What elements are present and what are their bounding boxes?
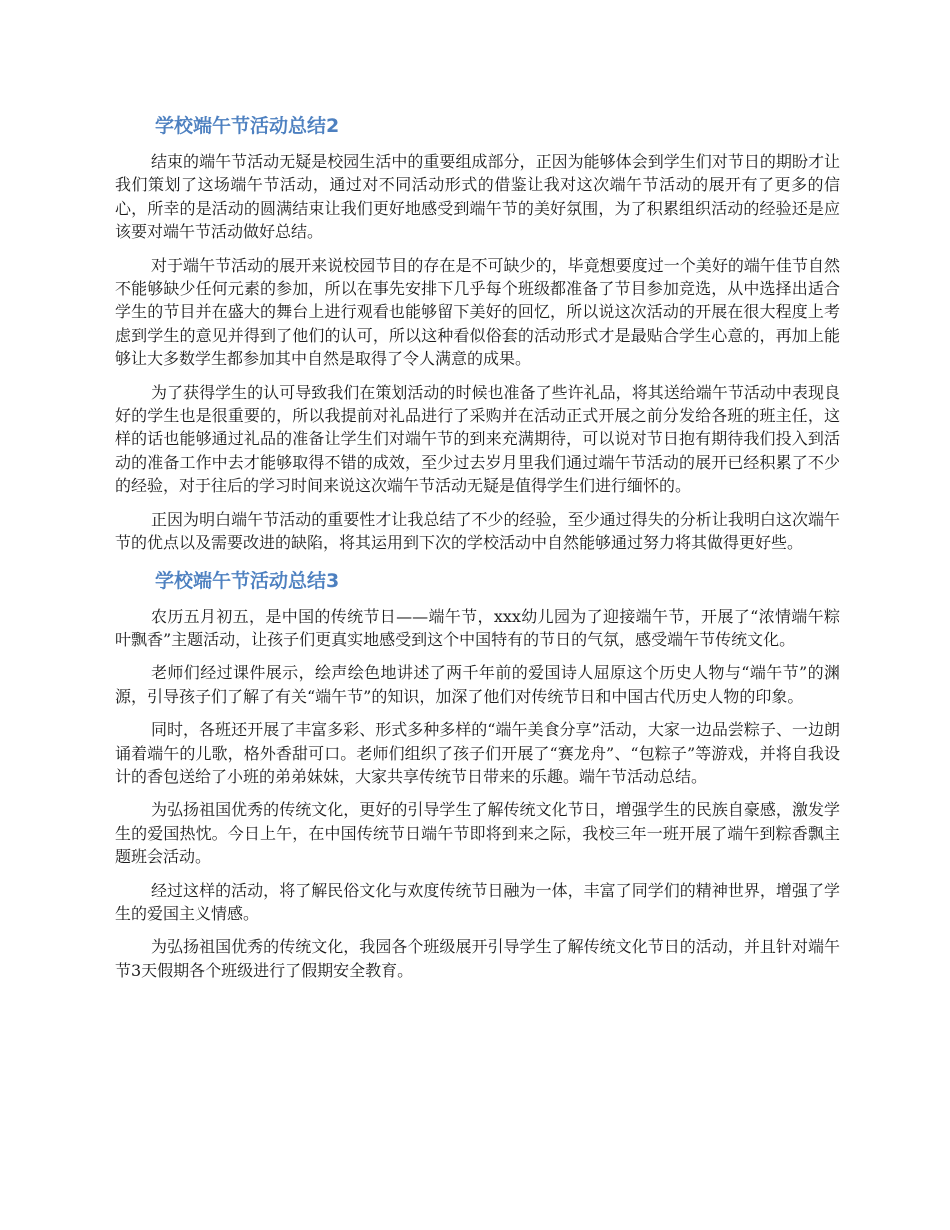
section-title-3: 学校端午节活动总结3 [155, 569, 340, 592]
paragraph: 同时，各班还开展了丰富多彩、形式多种多样的“端午美食分享”活动，大家一边品尝粽子、一边朗诵着端午的儿歌，格外香甜可口。老师们组织了孩子们开展了“赛龙舟”、“包粽子”等游戏，并将自我设计的香包送给了小班的弟弟妹妹，大家共享传统节日带来的乐趣。端午节活动总结。 [115, 720, 840, 786]
paragraph: 结束的端午节活动无疑是校园生活中的重要组成部分，正因为能够体会到学生们对节日的期盼才让我们策划了这场端午节活动，通过对不同活动形式的借鉴让我对这次端午节活动的展开有了更多的信心，所幸的是活动的圆满结束让我们更好地感受到端午节的美好氛围，为了积累组织活动的经验还是应该要对端午节活动做好总结。 [115, 152, 840, 242]
document-body [115, 110, 840, 992]
paragraph: 农历五月初五，是中国的传统节日——端午节，xxx幼儿园为了迎接端午节，开展了“浓情端午粽叶飘香”主题活动，让孩子们更真实地感受到这个中国特有的节日的气氛，感受端午节传统文化。 [115, 606, 840, 649]
paragraph: 为了获得学生的认可导致我们在策划活动的时候也准备了些许礼品，将其送给端午节活动中表现良好的学生也是很重要的，所以我提前对礼品进行了采购并在活动正式开展之前分发给各班的班主任，这样的话也能够通过礼品的准备让学生们对端午节的到来充满期待，可以说对节日抱有期待我们投入到活动的准备工作中去才能够取得不错的成效，至少过去岁月里我们通过端午节活动的展开已经积累了不少的经验，对于往后的学习时间来说这次端午节活动无疑是值得学生们进行缅怀的。 [115, 382, 840, 496]
paragraph: 为弘扬祖国优秀的传统文化，我园各个班级展开引导学生了解传统文化节日的活动，并且针对端午节3天假期各个班级进行了假期安全教育。 [115, 937, 840, 980]
section-title-2: 学校端午节活动总结2 [155, 115, 340, 137]
paragraph: 为弘扬祖国优秀的传统文化，更好的引导学生了解传统文化节日，增强学生的民族自豪感，激发学生的爱国热忱。今日上午，在中国传统节日端午节即将到来之际，我校三年一班开展了端午到粽香飘主题班会活动。 [115, 800, 840, 867]
paragraph: 对于端午节活动的展开来说校园节目的存在是不可缺少的，毕竟想要度过一个美好的端午佳节自然不能够缺少任何元素的参加，所以在事先安排下几乎每个班级都准备了节目参加竞选，从中选择出适合学生的节目并在盛大的舞台上进行观看也能够留下美好的回忆，所以说这次活动的开展在很大程度上考虑到学生的意见并得到了他们的认可，所以这种看似俗套的活动形式才是最贴合学生心意的，再加上能够让大多数学生都参加其中自然是取得了令人满意的成果。 [115, 255, 840, 369]
paragraph: 经过这样的活动，将了解民俗文化与欢度传统节日融为一体，丰富了同学们的精神世界，增强了学生的爱国主义情感。 [115, 880, 840, 923]
paragraph: 老师们经过课件展示，绘声绘色地讲述了两千年前的爱国诗人屈原这个历史人物与“端午节”的渊源，引导孩子们了解了有关“端午节”的知识，加深了他们对传统节日和中国古代历史人物的印象。 [115, 663, 840, 706]
paragraph: 正因为明白端午节活动的重要性才让我总结了不少的经验，至少通过得失的分析让我明白这次端午节的优点以及需要改进的缺陷，将其运用到下次的学校活动中自然能够通过努力将其做得更好些。 [115, 509, 840, 553]
